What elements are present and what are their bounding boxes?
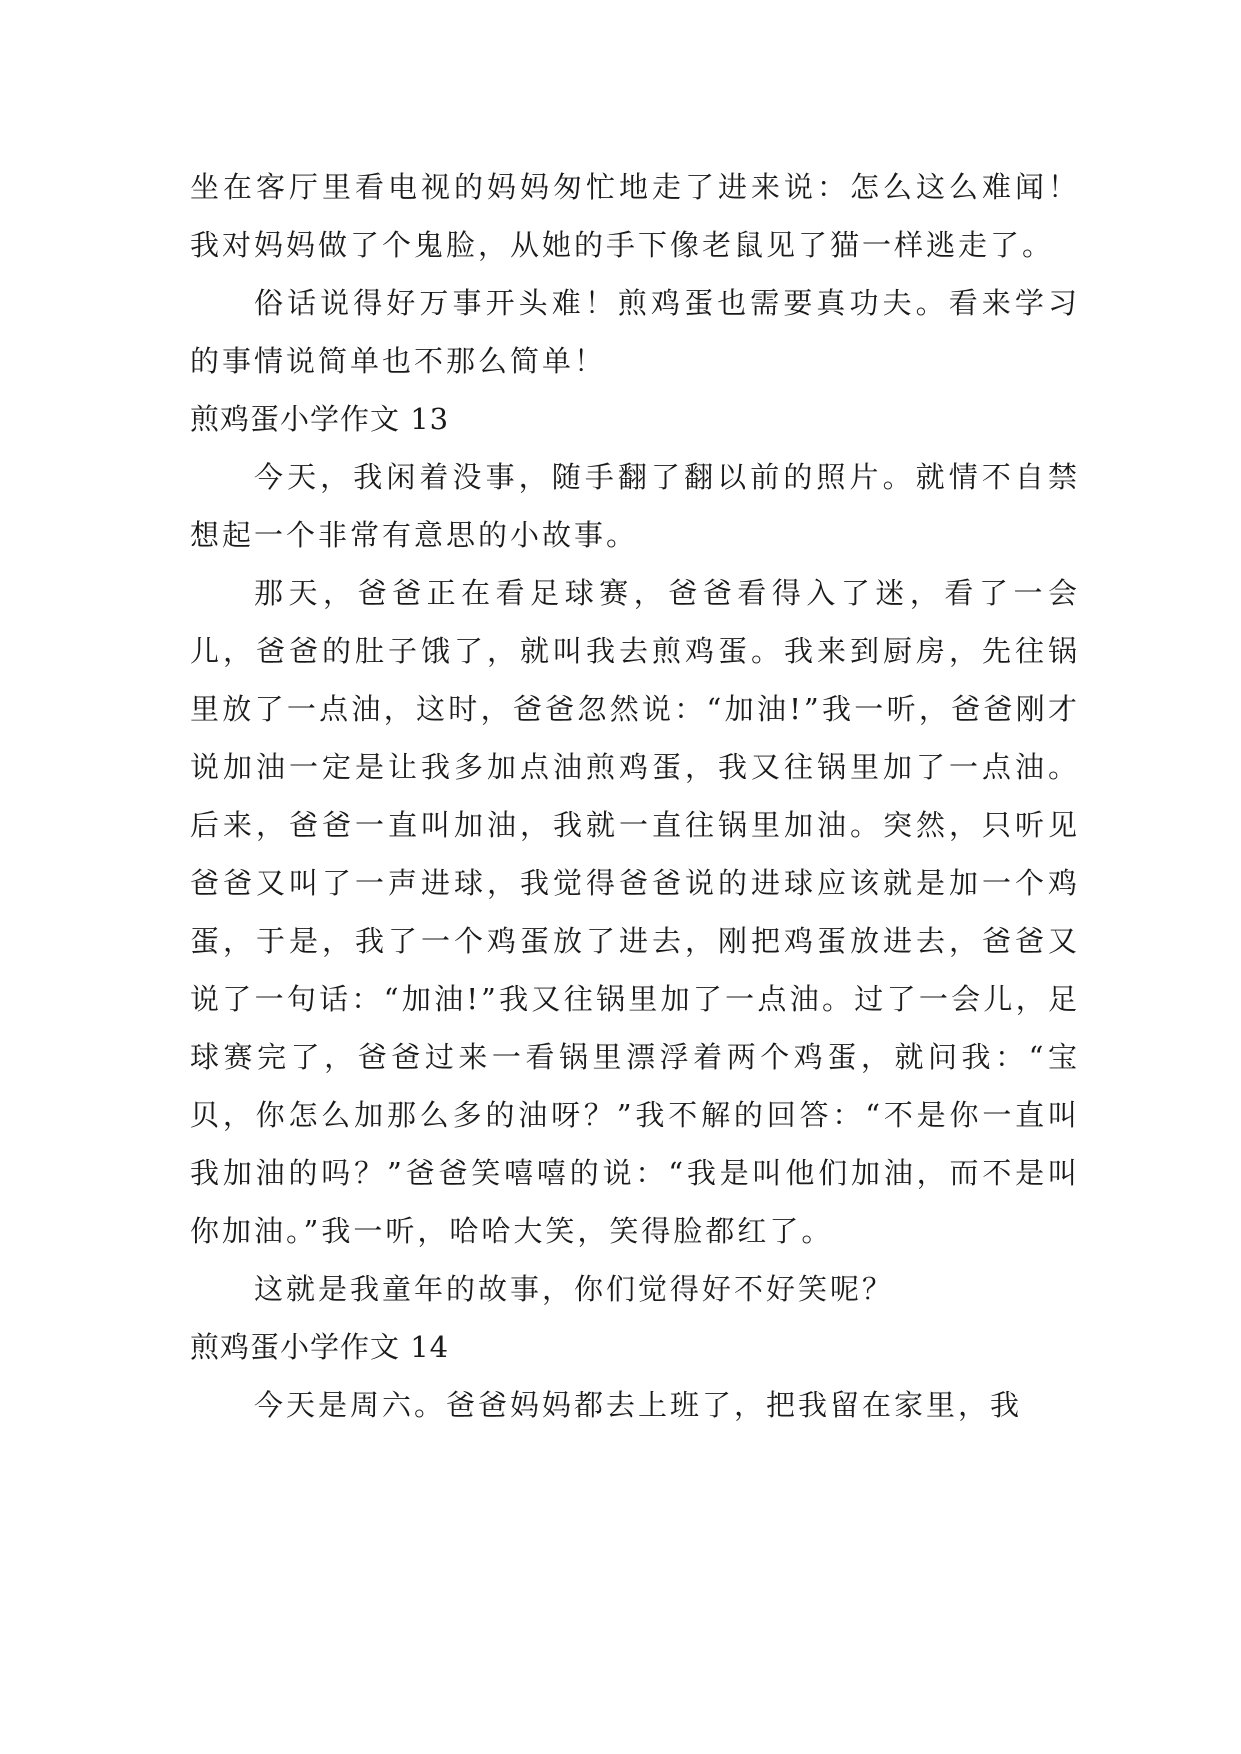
paragraph-continuation: 坐在客厅里看电视的妈妈匆忙地走了进来说：怎么这么难闻！我对妈妈做了个鬼脸，从她的手下像老鼠见了猫一样逃走了。 bbox=[190, 170, 1080, 262]
paragraph: 今天是周六。爸爸妈妈都去上班了，把我留在家里，我 bbox=[254, 1388, 1023, 1422]
paragraph: 今天，我闲着没事，随手翻了翻以前的照片。就情不自禁想起一个非常有意思的小故事。 bbox=[190, 460, 1080, 552]
essay-heading-13: 煎鸡蛋小学作文 13 bbox=[190, 402, 450, 436]
paragraph: 俗话说得好万事开头难！煎鸡蛋也需要真功夫。看来学习的事情说简单也不那么简单！ bbox=[190, 286, 1080, 378]
paragraph: 这就是我童年的故事，你们觉得好不好笑呢？ bbox=[254, 1272, 895, 1306]
essay-body bbox=[190, 158, 1080, 1434]
paragraph: 那天，爸爸正在看足球赛，爸爸看得入了迷，看了一会儿，爸爸的肚子饿了，就叫我去煎鸡蛋。我来到厨房，先往锅里放了一点油，这时，爸爸忽然说：“加油!”我一听，爸爸刚才说加油一定是让我多加点油煎鸡蛋，我又往锅里加了一点油。后来，爸爸一直叫加油，我就一直往锅里加油。突然，只听见爸爸又叫了一声进球，我觉得爸爸说的进球应该就是加一个鸡蛋，于是，我了一个鸡蛋放了进去，刚把鸡蛋放进去，爸爸又说了一句话：“加油!”我又往锅里加了一点油。过了一会儿，足球赛完了，爸爸过来一看锅里漂浮着两个鸡蛋，就问我：“宝贝，你怎么加那么多的油呀？”我不解的回答：“不是你一直叫我加油的吗？”爸爸笑嘻嘻的说：“我是叫他们加油，而不是叫你加油。”我一听，哈哈大笑，笑得脸都红了。 bbox=[190, 576, 1080, 1248]
essay-heading-14: 煎鸡蛋小学作文 14 bbox=[190, 1330, 450, 1364]
